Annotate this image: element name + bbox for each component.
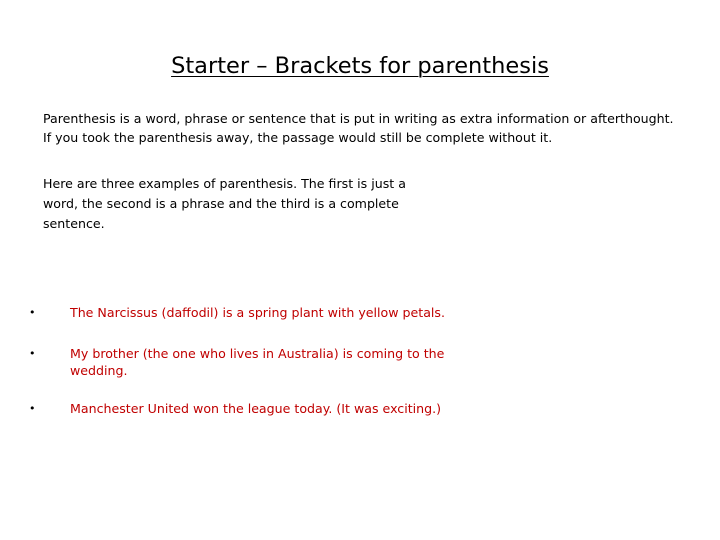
example-item <box>29 304 529 321</box>
intro-paragraph: Here are three examples of parenthesis. The first is just a word, the second is a phrase and the third is a complete sentence. <box>43 176 406 231</box>
example-text-1: The Narcissus (daffodil) is a spring plant with yellow petals. <box>70 305 445 320</box>
bullet-icon: • <box>29 306 36 319</box>
slide-title: Starter – Brackets for parenthesis <box>171 53 549 79</box>
definition-line-2: If you took the parenthesis away, the passage would still be complete without it. <box>43 130 553 145</box>
example-list <box>29 304 529 417</box>
example-item <box>29 345 490 379</box>
example-text-3: Manchester United won the league today. (It was exciting.) <box>70 401 442 416</box>
example-text-2: My brother (the one who lives in Australia) is coming to the wedding. <box>70 346 445 378</box>
bullet-icon: • <box>29 347 36 360</box>
bullet-icon: • <box>29 402 36 415</box>
definition-line-1: Parenthesis is a word, phrase or sentence that is put in writing as extra information or afterthought. <box>43 111 674 126</box>
definition-paragraph <box>43 109 703 147</box>
example-item <box>29 400 529 417</box>
